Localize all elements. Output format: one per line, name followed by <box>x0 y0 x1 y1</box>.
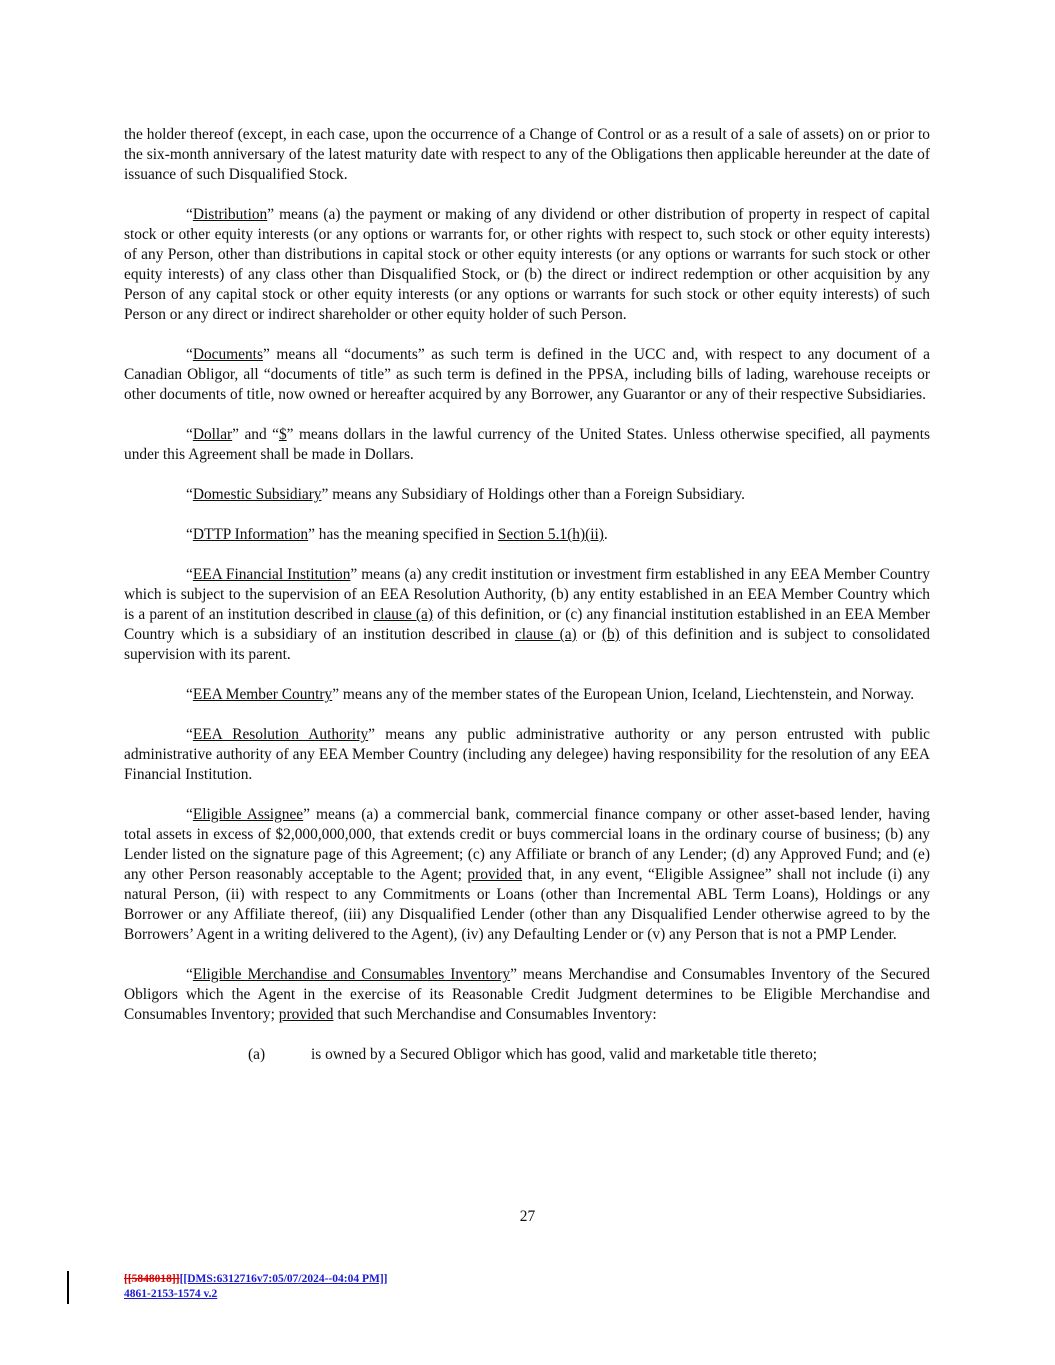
open-quote: “ <box>186 686 193 703</box>
definition-eligible-merchandise <box>124 965 930 1025</box>
footer-inserted-id: [[DMS:6312716v7:05/07/2024--04:04 PM]] <box>179 1273 388 1285</box>
definition-text: ” means (a) any credit institution or investment firm established in any EEA Member Country which is subject to the supervision of an EEA Resolution Authority, (b) any entity established in an EEA Member Country which is a parent of an institution described in <box>124 566 930 623</box>
open-quote: “ <box>186 966 193 983</box>
defined-term: EEA Financial Institution <box>192 566 351 583</box>
open-quote: “ <box>186 486 193 503</box>
continuation-paragraph: the holder thereof (except, in each case, upon the occurrence of a Change of Control or as a result of a sale of assets) on or prior to the six-month anniversary of the latest maturity date with respect to any of the Obligations then applicable hereunder at the date of issuance of such Disqualified Stock. <box>124 126 930 183</box>
open-quote: “ <box>186 346 193 363</box>
document-body <box>124 125 930 1065</box>
defined-term: Documents <box>192 346 263 363</box>
definition-distribution <box>124 205 930 325</box>
definition-eea-member-country <box>124 685 930 705</box>
open-quote: “ <box>186 806 193 823</box>
defined-term: DTTP Information <box>192 526 309 543</box>
defined-term: Distribution <box>192 206 268 223</box>
change-bar <box>67 1271 69 1304</box>
definition-eea-resolution-authority <box>124 725 930 785</box>
definition-text: of this definition, or (c) any financial institution established in an EEA Member Country which is a subsidiary of an institution described in <box>124 606 930 643</box>
definition-text: ” means any of the member states of the European Union, Iceland, Liechtenstein, and Norway. <box>332 686 915 703</box>
definition-text: that such Merchandise and Consumables Inventory: <box>333 1006 657 1023</box>
definition-eligible-assignee <box>124 805 930 945</box>
definition-text: of this definition and is subject to consolidated supervision with its parent. <box>124 626 930 663</box>
definition-text: ” has the meaning specified in <box>308 526 498 543</box>
definition-dttp-information <box>124 525 930 545</box>
definition-end: . <box>603 526 608 543</box>
page-number: 27 <box>519 1208 536 1225</box>
clause-reference: (b) <box>601 626 620 643</box>
open-quote: “ <box>186 566 193 583</box>
definition-text: ” means (a) the payment or making of any dividend or other distribution of property in respect of capital stock or other equity interests (or any options or warrants for, or other rights with respect to, such stock or other equity interests) of any Person, other than distributions in capital stock or other equity interests (or any options or warrants for such stock or other equity interests) of any class other than Disqualified Stock, or (b) the direct or indirect redemption or other acquisition by any Person of any capital stock or other equity interests (or any options or warrants for such stock or other equity interests) of such Person or any direct or indirect shareholder or other equity holder of such Person. <box>124 206 930 323</box>
definition-text: ” means dollars in the lawful currency of the United States. Unless otherwise specified, all payments under this Agreement shall be made in Dollars. <box>124 426 930 463</box>
open-quote: “ <box>186 726 193 743</box>
definition-text: ” means Merchandise and Consumables Inventory of the Secured Obligors which the Agent in the exercise of its Reasonable Credit Judgment determines to be Eligible Merchandise and Consumables Inventory; <box>124 966 930 1023</box>
footer-doc-number: 4861-2153-1574 v.2 <box>124 1288 218 1300</box>
clause-reference: clause (a) <box>514 626 577 643</box>
clause-reference: clause (a) <box>373 606 434 623</box>
definition-domestic-subsidiary <box>124 485 930 505</box>
definition-documents <box>124 345 930 405</box>
definition-eea-financial-institution <box>124 565 930 665</box>
document-footer <box>124 1272 388 1302</box>
defined-term: EEA Resolution Authority <box>192 726 369 743</box>
section-reference: Section 5.1(h)(ii) <box>497 526 604 543</box>
definition-dollar <box>124 425 930 465</box>
defined-term: Domestic Subsidiary <box>192 486 322 503</box>
definition-text: ” means (a) a commercial bank, commercial finance company or other asset-based lender, having total assets in excess of $2,000,000,000, that extends credit or buys commercial loans in the ordinary course of business; (b) any Lender listed on the signature page of this Agreement; (c) any Affiliate or branch of any Lender; (d) any Approved Fund; and (e) any other Person reasonably acceptable to the Agent; <box>124 806 930 883</box>
definition-connector: ” and “ <box>232 426 279 443</box>
provided-term: provided <box>467 866 523 883</box>
defined-term: $ <box>278 426 287 443</box>
definition-text: ” means any public administrative authority or any person entrusted with public administrative authority of any EEA Member Country (including any delegee) having responsibility for the resolution of any EEA Financial Institution. <box>124 726 930 783</box>
definition-text: that, in any event, “Eligible Assignee” shall not include (i) any natural Person, (ii) with respect to any Commitments or Loans (other than Incremental ABL Term Loans), Holdings or any Borrower or any Affiliate thereof, (iii) any Disqualified Lender (other than any Disqualified Lender otherwise agreed to by the Borrowers’ Agent in a writing delivered to the Agent), (iv) any Defaulting Lender or (v) any Person that is not a PMP Lender. <box>124 866 930 943</box>
subitem-label: (a) <box>248 1046 266 1063</box>
open-quote: “ <box>186 526 193 543</box>
footer-deleted-id: [[5848018]] <box>124 1273 180 1285</box>
provided-term: provided <box>278 1006 334 1023</box>
defined-term: Eligible Merchandise and Consumables Inventory <box>192 966 511 983</box>
open-quote: “ <box>186 206 193 223</box>
subitem-a <box>124 1045 930 1065</box>
subitem-text: is owned by a Secured Obligor which has good, valid and marketable title thereto; <box>311 1046 818 1063</box>
definition-text: ” means any Subsidiary of Holdings other than a Foreign Subsidiary. <box>321 486 745 503</box>
open-quote: “ <box>186 426 193 443</box>
defined-term: Dollar <box>192 426 233 443</box>
defined-term: Eligible Assignee <box>192 806 304 823</box>
definition-text: or <box>576 626 602 643</box>
defined-term: EEA Member Country <box>192 686 333 703</box>
definition-text: ” means all “documents” as such term is defined in the UCC and, with respect to any document of a Canadian Obligor, all “documents of title” as such term is defined in the PPSA, including bills of lading, warehouse receipts or other documents of title, now owned or hereafter acquired by any Borrower, any Guarantor or any of their respective Subsidiaries. <box>124 346 930 403</box>
